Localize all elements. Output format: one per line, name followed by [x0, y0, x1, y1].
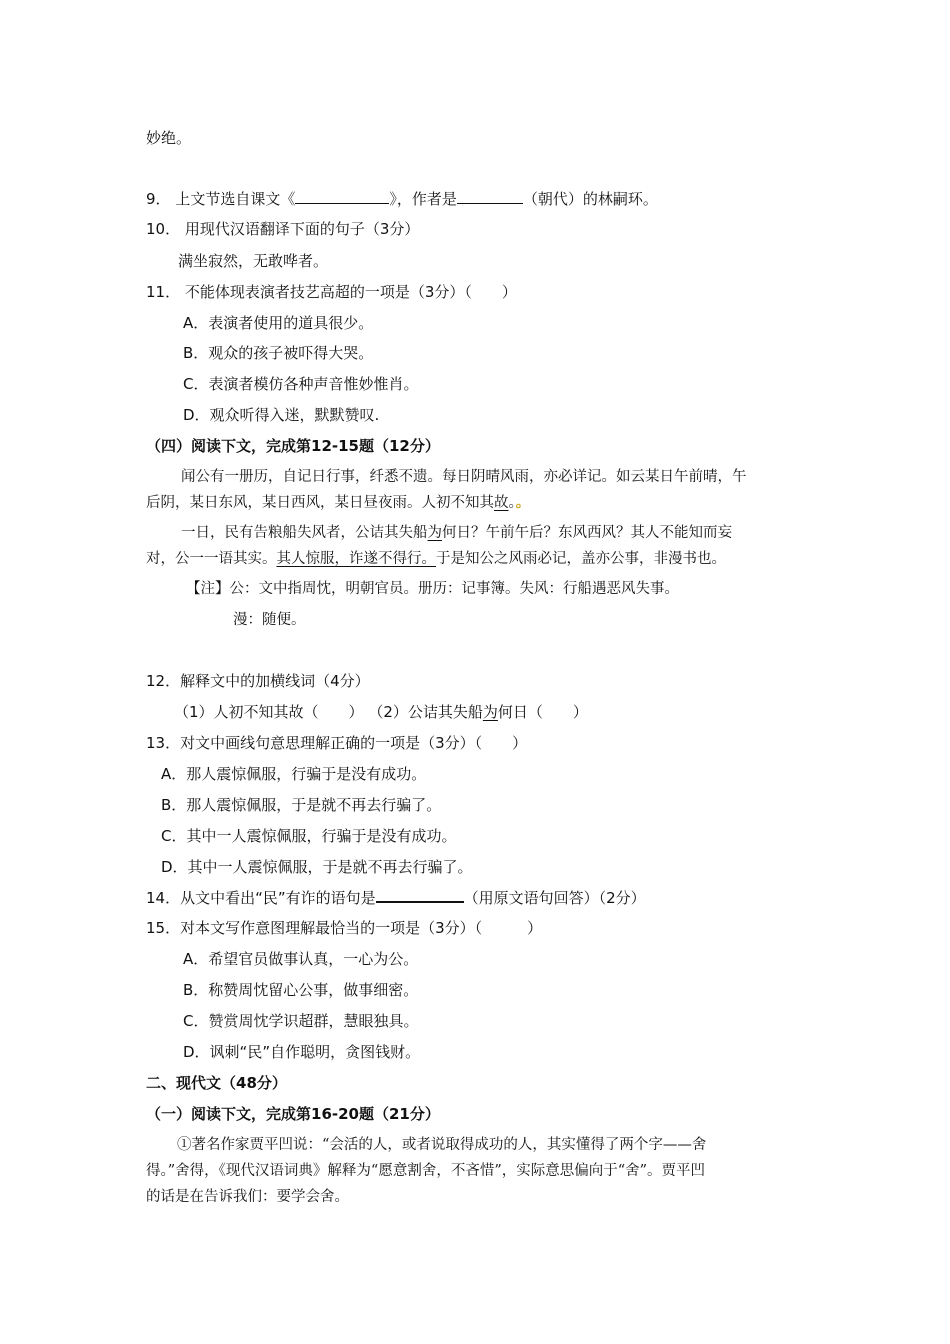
question-number: 12．	[146, 672, 181, 690]
option-b[interactable]: B．观众的孩子被吓得大哭。	[183, 344, 374, 362]
option-c[interactable]: C．其中一人震惊佩服，行骗于是没有成功。	[161, 827, 457, 845]
passage-note: 【注】公：文中指周忱，明朝官员。册历：记事簿。失风：行船遇恶风失事。	[186, 581, 679, 597]
intro-text: 妙绝。	[146, 129, 192, 147]
answer-blank[interactable]	[376, 887, 464, 903]
answer-blank[interactable]	[457, 189, 523, 204]
question-12: 12．解释文中的加横线词（4分）	[146, 672, 370, 690]
question-12-items	[174, 702, 588, 722]
underlined-word: 为	[427, 525, 442, 541]
option-c[interactable]: C．表演者模仿各种声音惟妙惟肖。	[183, 375, 419, 393]
question-number: 11．	[146, 283, 181, 301]
option-b[interactable]: B．称赞周忱留心公事，做事细密。	[183, 981, 419, 999]
answer-blank[interactable]	[295, 189, 389, 204]
translation-sentence: 满坐寂然，无敢哗者。	[178, 252, 329, 270]
section-heading: （一）阅读下文，完成第16-20题（21分）	[146, 1105, 440, 1123]
question-11: 11． 不能体现表演者技艺高超的一项是（3分）（ ）	[146, 283, 517, 301]
option-a[interactable]: A．表演者使用的道具很少。	[183, 314, 374, 332]
question-9: 9． 上文节选自课文《 》，作者是 （朝代）的林嗣环。	[146, 190, 658, 208]
question-number: 14．	[146, 889, 181, 907]
question-number: 13．	[146, 734, 181, 752]
option-c[interactable]: C．赞赏周忱学识超群，慧眼独具。	[183, 1012, 419, 1030]
option-a[interactable]: A．那人震惊佩服，行骗于是没有成功。	[161, 765, 427, 783]
passage-line: 的话是在告诉我们：要学会舍。	[146, 1189, 349, 1205]
passage-note: 漫：随便。	[233, 612, 306, 628]
option-d[interactable]: D．其中一人震惊佩服，于是就不再去行骗了。	[161, 858, 473, 876]
question-number: 15．	[146, 919, 181, 937]
passage-line: 对，公一一语其实。其人惊服，诈遂不得行。于是知公之风雨必记，盖亦公事，非漫书也。	[146, 551, 726, 567]
question-number: 9．	[146, 190, 171, 208]
option-a[interactable]: A．希望官员做事认真，一心为公。	[183, 950, 419, 968]
passage-line: 后阴，某日东风，某日西风，某日昼夜雨。人初不知其故。。	[146, 494, 531, 511]
passage-line: 一日，民有告粮船失风者，公诘其失船为何日？午前午后？东风西风？其人不能知而妄	[181, 525, 732, 541]
part-heading: 二、现代文（48分）	[146, 1074, 287, 1092]
question-number: 10．	[146, 220, 181, 238]
question-13: 13．对文中画线句意思理解正确的一项是（3分）（ ）	[146, 734, 528, 752]
passage-line: ①著名作家贾平凹说：“会活的人，或者说取得成功的人，其实懂得了两个字——舍	[177, 1137, 707, 1153]
option-d[interactable]: D．观众听得入迷，默默赞叹.	[183, 406, 380, 424]
underlined-sentence: 其人惊服，诈遂不得行。	[276, 551, 436, 567]
mark-dot: 。	[515, 494, 531, 511]
underlined-word: 故	[494, 495, 509, 511]
question-14: 14．从文中看出“民”有诈的语句是 （用原文语句回答）（2分）	[146, 889, 646, 907]
section-heading: （四）阅读下文，完成第12-15题（12分）	[146, 437, 440, 455]
question-15: 15．对本文写作意图理解最恰当的一项是（3分）（ ）	[146, 919, 543, 937]
item-2[interactable]: （2）公诘其失船为何日（ ）	[368, 703, 588, 721]
option-d[interactable]: D．讽刺“民”自作聪明，贪图钱财。	[183, 1043, 421, 1061]
passage-line: 闻公有一册历，自记日行事，纤悉不遗。每日阴晴风雨，亦必详记。如云某日午前晴，午	[181, 469, 747, 485]
option-b[interactable]: B．那人震惊佩服，于是就不再去行骗了。	[161, 796, 442, 814]
passage-line: 得。”舍得，《现代汉语词典》解释为“愿意割舍，不吝惜”，实际意思偏向于“舍”。贾平凹	[146, 1163, 706, 1179]
item-1[interactable]: （1）人初不知其故（ ）	[174, 703, 364, 721]
question-10: 10． 用现代汉语翻译下面的句子（3分）	[146, 220, 420, 238]
